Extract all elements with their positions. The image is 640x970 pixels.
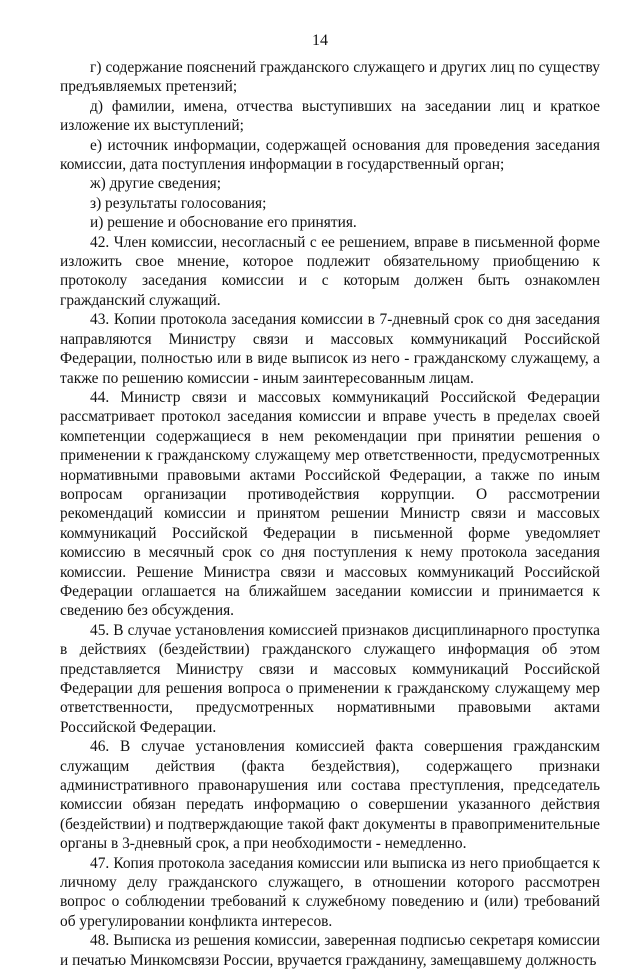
- paragraph-43: 43. Копии протокола заседания комиссии в 7-дневный срок со дня заседания направляются Министру связи и массовых коммуникаций Российской Федерации, полностью или в виде выписок из него - гражданскому служащему, а также по решению комиссии - иным заинтересованным лицам.: [60, 311, 600, 387]
- paragraph-42: 42. Член комиссии, несогласный с ее решением, вправе в письменной форме изложить свое мнение, которое подлежит обязательному приобщению к протоколу заседания комиссии и с которым должен быть ознакомлен гражданский служащий.: [60, 233, 600, 309]
- paragraph-item-i: и) решение и обоснование его принятия.: [90, 214, 357, 232]
- paragraph-item-zh: ж) другие сведения;: [90, 175, 221, 193]
- paragraph-item-z: з) результаты голосования;: [90, 194, 267, 212]
- paragraph-item-d: д) фамилии, имена, отчества выступивших на заседании лиц и краткое изложение их выступлений;: [60, 97, 600, 135]
- document-body: [60, 58, 600, 970]
- paragraph-45: 45. В случае установления комиссией признаков дисциплинарного проступка в действиях (бездействии) гражданского служащего информация об этом представляется Министру связи и массовых коммуникаций Российской Федерации для решения вопроса о применении к гражданскому служащему мер ответственности, предусмотренных нормативными правовыми актами Российской Федерации.: [60, 621, 600, 736]
- paragraph-47: 47. Копия протокола заседания комиссии или выписка из него приобщается к личному делу гражданского служащего, в отношении которого рассмотрен вопрос о соблюдении требований к служебному поведению и (или) требований об урегулировании конфликта интересов.: [60, 854, 600, 930]
- paragraph-item-e: е) источник информации, содержащей основания для проведения заседания комиссии, дата поступления информации в государственный орган;: [60, 136, 600, 174]
- paragraph-48: 48. Выписка из решения комиссии, заверенная подписью секретаря комиссии и печатью Минкомсвязи России, вручается гражданину, замещавшему должность: [60, 932, 600, 969]
- paragraph-46: 46. В случае установления комиссией факта совершения гражданским служащим действия (факта бездействия), содержащего признаки административного правонарушения или состава преступления, председатель комиссии обязан передать информацию о совершении указанного действия (бездействии) и подтверждающие такой факт документы в правоприменительные органы в 3-дневный срок, а при необходимости - немедленно.: [60, 738, 600, 853]
- paragraph-44: 44. Министр связи и массовых коммуникаций Российской Федерации рассматривает протокол заседания комиссии и вправе учесть в пределах своей компетенции содержащиеся в нем рекомендации при принятии решения о применении к гражданскому служащему мер ответственности, предусмотренных нормативными правовыми актами Российской Федерации, а также по иным вопросам организации противодействия коррупции. О рассмотрении рекомендаций комиссии и принятом решении Министр связи и массовых коммуникаций Российской Федерации в письменной форме уведомляет комиссию в месячный срок со дня поступления к нему протокола заседания комиссии. Решение Министра связи и массовых коммуникаций Российской Федерации оглашается на ближайшем заседании комиссии и принимается к сведению без обсуждения.: [60, 388, 600, 620]
- page-number: 14: [312, 32, 328, 49]
- paragraph-item-g: г) содержание пояснений гражданского служащего и других лиц по существу предъявляемых претензий;: [60, 59, 600, 96]
